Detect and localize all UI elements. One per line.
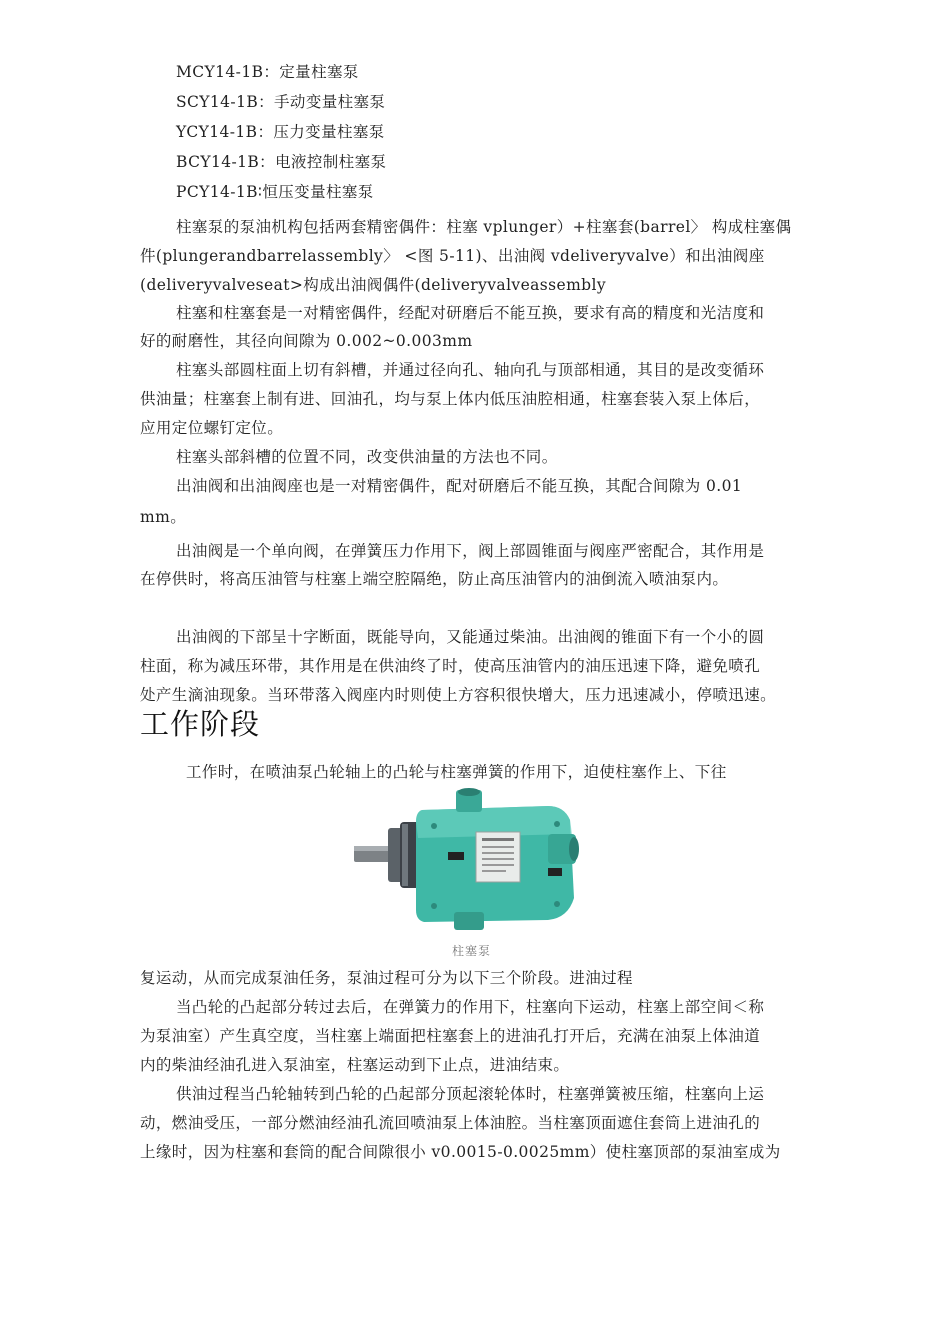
model-line: PCY14-1B∶恒压变量柱塞泵 xyxy=(176,183,374,201)
paragraph-line: 柱塞头部圆柱面上切有斜槽，并通过径向孔、轴向孔与顶部相通，其目的是改变循环 xyxy=(176,361,765,379)
section-heading: 工作阶段 xyxy=(140,707,261,741)
paragraph-line: 上缘时，因为柱塞和套筒的配合间隙很小 v0.0015-0.0025mm）使柱塞顶部的泵油室成为 xyxy=(140,1143,781,1161)
paragraph-line: 柱面，称为减压环带，其作用是在供油终了时，使高压油管内的油压迅速下降，避免喷孔 xyxy=(140,657,761,675)
model-line: BCY14-1B：电液控制柱塞泵 xyxy=(176,153,387,171)
paragraph-line: 应用定位螺钉定位。 xyxy=(140,419,284,437)
paragraph-line: 动，燃油受压，一部分燃油经油孔流回喷油泵上体油腔。当柱塞顶面遮住套筒上进油孔的 xyxy=(140,1114,761,1132)
model-line: SCY14-1B：手动变量柱塞泵 xyxy=(176,93,386,111)
paragraph-line: 件(plungerandbarrelassembly〉 <图 5-11)、出油阀 vdeliveryvalve）和出油阀座 xyxy=(140,247,765,265)
paragraph-line: 在停供时，将高压油管与柱塞上端空腔隔绝，防止高压油管内的油倒流入喷油泵内。 xyxy=(140,570,729,588)
intro-line: 工作时，在喷油泵凸轮轴上的凸轮与柱塞弹簧的作用下，迫使柱塞作上、下往 xyxy=(186,763,727,781)
paragraph-line: 供油量；柱塞套上制有进、回油孔，均与泵上体内低压油腔相通，柱塞套装入泵上体后， xyxy=(140,390,761,408)
model-line: YCY14-1B：压力变量柱塞泵 xyxy=(176,123,385,141)
paragraph-line: 柱塞和柱塞套是一对精密偶件，经配对研磨后不能互换，要求有高的精度和光洁度和 xyxy=(176,304,765,322)
paragraph-line: 出油阀和出油阀座也是一对精密偶件，配对研磨后不能互换，其配合间隙为 0.01 xyxy=(176,477,743,495)
paragraph-line: (deliveryvalveseat>构成出油阀偶件(deliveryvalveassembly xyxy=(140,276,607,294)
paragraph-line: 处产生滴油现象。当环带落入阀座内时则使上方容积很快增大，压力迅速减小，停喷迅速。 xyxy=(140,686,777,704)
paragraph-line: 柱塞头部斜槽的位置不同，改变供油量的方法也不同。 xyxy=(176,448,558,466)
paragraph-line: 内的柴油经油孔进入泵油室，柱塞运动到下止点，进油结束。 xyxy=(140,1056,570,1074)
paragraph-line: mm。 xyxy=(140,508,187,526)
paragraph-line: 当凸轮的凸起部分转过去后，在弹簧力的作用下，柱塞向下运动，柱塞上部空间＜称 xyxy=(176,998,765,1016)
paragraph-line: 出油阀是一个单向阀，在弹簧压力作用下，阀上部圆锥面与阀座严密配合，其作用是 xyxy=(176,542,765,560)
paragraph-line: 好的耐磨性，其径向间隙为 0.002~0.003mm xyxy=(140,332,473,350)
paragraph-line: 柱塞泵的泵油机构包括两套精密偶件：柱塞 vplunger）+柱塞套(barrel〉 构成柱塞偶 xyxy=(176,218,792,236)
paragraph-line: 出油阀的下部呈十字断面，既能导向，又能通过柴油。出油阀的锥面下有一个小的圆 xyxy=(176,628,765,646)
paragraph-line: 为泵油室）产生真空度，当柱塞上端面把柱塞套上的进油孔打开后，充满在油泵上体油道 xyxy=(140,1027,761,1045)
paragraph-line: 供油过程当凸轮轴转到凸轮的凸起部分顶起滚轮体时，柱塞弹簧被压缩，柱塞向上运 xyxy=(176,1085,765,1103)
figure-caption: 柱塞泵 xyxy=(452,944,492,958)
paragraph-line: 复运动，从而完成泵油任务，泵油过程可分为以下三个阶段。进油过程 xyxy=(140,969,633,987)
plunger-pump-photo xyxy=(352,786,590,936)
model-line: MCY14-1B：定量柱塞泵 xyxy=(176,63,359,81)
